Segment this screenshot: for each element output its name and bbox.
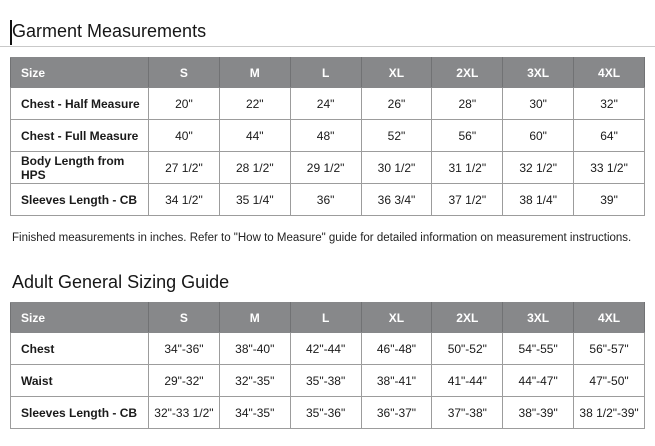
measurement-cell: 64" <box>574 120 645 152</box>
size-value-column-header: XL <box>361 58 432 88</box>
row-label: Body Length from HPS <box>11 152 149 184</box>
table-row <box>11 120 645 152</box>
size-value-column-header: M <box>219 303 290 333</box>
measurement-cell: 56"-57" <box>574 333 645 365</box>
measurement-cell: 32" <box>574 88 645 120</box>
row-label: Sleeves Length - CB <box>11 184 149 216</box>
size-value-column-header: 3XL <box>503 58 574 88</box>
measurement-cell: 35"-38" <box>290 365 361 397</box>
size-value-column-header: 2XL <box>432 303 503 333</box>
table-row <box>11 333 645 365</box>
measurement-cell: 60" <box>503 120 574 152</box>
table-row <box>11 152 645 184</box>
size-value-column-header: L <box>290 303 361 333</box>
table-row <box>11 397 645 429</box>
size-value-column-header: 2XL <box>432 58 503 88</box>
size-value-column-header: L <box>290 58 361 88</box>
measurement-cell: 36"-37" <box>361 397 432 429</box>
header-row <box>11 58 645 88</box>
measurement-cell: 38"-40" <box>219 333 290 365</box>
measurement-cell: 32"-33 1/2" <box>149 397 220 429</box>
measurement-cell: 52" <box>361 120 432 152</box>
measurement-cell: 24" <box>290 88 361 120</box>
table-row <box>11 184 645 216</box>
measurement-cell: 54"-55" <box>503 333 574 365</box>
measurement-cell: 20" <box>149 88 220 120</box>
measurement-cell: 37"-38" <box>432 397 503 429</box>
text-caret <box>10 20 12 45</box>
size-value-column-header: S <box>149 303 220 333</box>
measurement-cell: 47"-50" <box>574 365 645 397</box>
measurement-cell: 32 1/2" <box>503 152 574 184</box>
adult-sizing-guide-title-block <box>0 245 655 302</box>
measurement-cell: 38"-41" <box>361 365 432 397</box>
measurement-cell: 48" <box>290 120 361 152</box>
size-column-header: Size <box>11 303 149 333</box>
measurement-cell: 30" <box>503 88 574 120</box>
table-row <box>11 88 645 120</box>
row-label: Chest - Full Measure <box>11 120 149 152</box>
size-column-header: Size <box>11 58 149 88</box>
measurement-cell: 26" <box>361 88 432 120</box>
measurement-cell: 38 1/2"-39" <box>574 397 645 429</box>
size-value-column-header: S <box>149 58 220 88</box>
measurement-cell: 31 1/2" <box>432 152 503 184</box>
size-value-column-header: XL <box>361 303 432 333</box>
measurement-cell: 56" <box>432 120 503 152</box>
garment-measurements-table <box>10 57 645 216</box>
size-value-column-header: 4XL <box>574 303 645 333</box>
garment-measurements-title-block <box>0 0 655 47</box>
measurement-cell: 32"-35" <box>219 365 290 397</box>
row-label: Chest - Half Measure <box>11 88 149 120</box>
measurement-cell: 44" <box>219 120 290 152</box>
adult-sizing-guide-table <box>10 302 645 429</box>
measurement-cell: 27 1/2" <box>149 152 220 184</box>
measurement-cell: 34"-35" <box>219 397 290 429</box>
measurement-cell: 40" <box>149 120 220 152</box>
measurement-cell: 36 3/4" <box>361 184 432 216</box>
measurement-cell: 35"-36" <box>290 397 361 429</box>
table-row <box>11 365 645 397</box>
measurement-cell: 33 1/2" <box>574 152 645 184</box>
size-value-column-header: 4XL <box>574 58 645 88</box>
measurement-cell: 50"-52" <box>432 333 503 365</box>
measurement-cell: 41"-44" <box>432 365 503 397</box>
measurement-cell: 29"-32" <box>149 365 220 397</box>
measurement-cell: 28" <box>432 88 503 120</box>
measurement-cell: 38"-39" <box>503 397 574 429</box>
measurement-cell: 34 1/2" <box>149 184 220 216</box>
header-row <box>11 303 645 333</box>
measurement-cell: 30 1/2" <box>361 152 432 184</box>
measurement-cell: 35 1/4" <box>219 184 290 216</box>
adult-sizing-guide-title: Adult General Sizing Guide <box>12 272 230 292</box>
measurement-cell: 39" <box>574 184 645 216</box>
size-value-column-header: 3XL <box>503 303 574 333</box>
row-label: Waist <box>11 365 149 397</box>
measurement-cell: 46"-48" <box>361 333 432 365</box>
measurement-cell: 36" <box>290 184 361 216</box>
measurement-note: Finished measurements in inches. Refer to "How to Measure" guide for detailed information on measurement instructions. <box>12 232 632 244</box>
size-value-column-header: M <box>219 58 290 88</box>
measurement-cell: 34"-36" <box>149 333 220 365</box>
row-label: Sleeves Length - CB <box>11 397 149 429</box>
measurement-cell: 28 1/2" <box>219 152 290 184</box>
measurement-cell: 29 1/2" <box>290 152 361 184</box>
measurement-cell: 22" <box>219 88 290 120</box>
garment-measurements-title: Garment Measurements <box>12 21 207 41</box>
measurement-cell: 38 1/4" <box>503 184 574 216</box>
measurement-cell: 44"-47" <box>503 365 574 397</box>
row-label: Chest <box>11 333 149 365</box>
measurement-cell: 37 1/2" <box>432 184 503 216</box>
measurement-cell: 42"-44" <box>290 333 361 365</box>
